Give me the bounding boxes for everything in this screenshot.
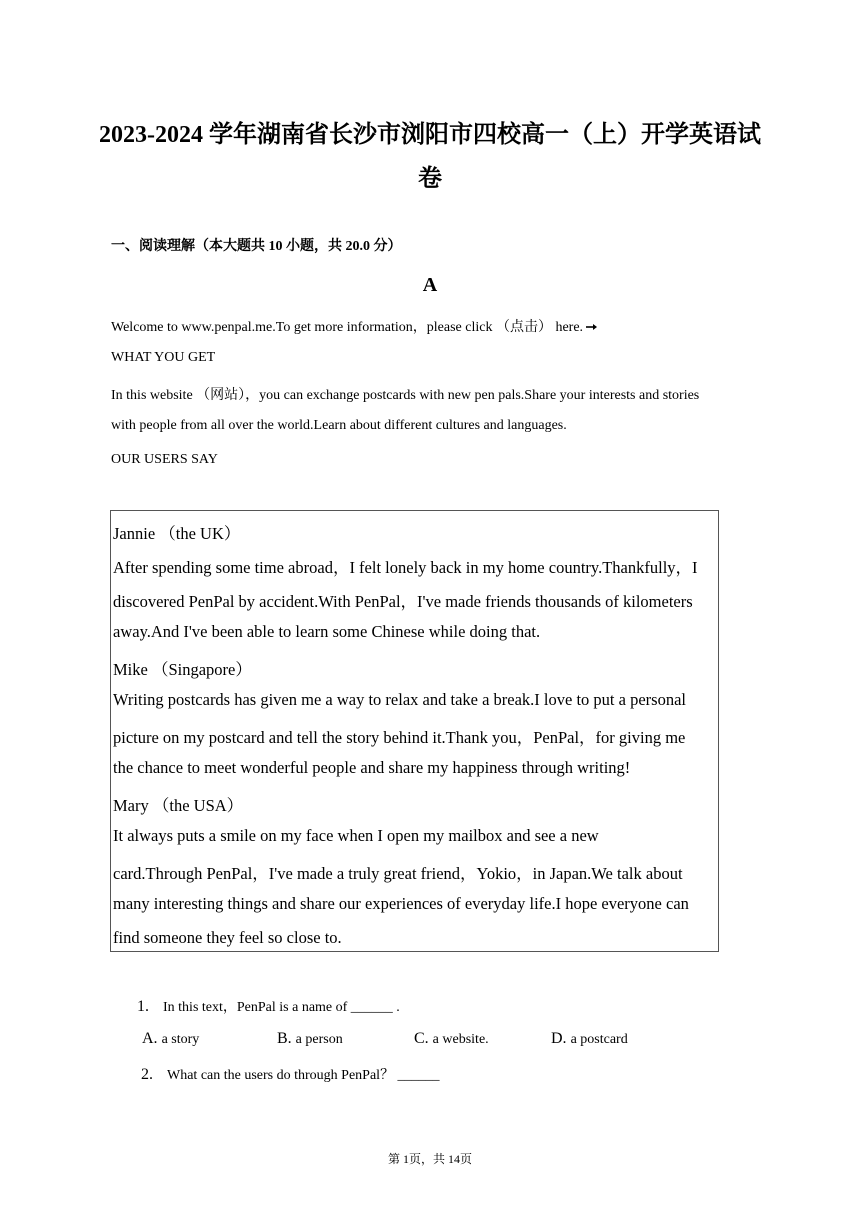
- intro-line-2: WHAT YOU GET: [111, 350, 216, 365]
- testimonial-line: card.Through PenPal，I've made a truly great friend，Yokio，in Japan.We talk about: [113, 864, 683, 883]
- question-1-option-c[interactable]: [414, 1030, 489, 1048]
- question-2-number: 2.: [141, 1066, 153, 1083]
- question-1-option-d[interactable]: [551, 1030, 628, 1048]
- intro-line-5: OUR USERS SAY: [111, 452, 218, 467]
- section-heading: 一、阅读理解（本大题共 10 小题，共 20.0 分）: [111, 239, 402, 254]
- testimonial-line: picture on my postcard and tell the story behind it.Thank you，PenPal，for giving me: [113, 728, 686, 747]
- option-text: a person: [295, 1032, 343, 1047]
- testimonial-line: away.And I've been able to learn some Chinese while doing that.: [113, 622, 541, 641]
- testimonial-line: Mary （the USA）: [113, 796, 244, 815]
- option-text: a postcard: [570, 1032, 628, 1047]
- question-1-option-a[interactable]: [142, 1030, 199, 1048]
- testimonial-line: find someone they feel so close to.: [113, 928, 342, 947]
- intro-line-3: In this website （网站），you can exchange postcards with new pen pals.Share your interests and stories: [111, 388, 700, 403]
- question-2: [141, 1064, 440, 1084]
- testimonial-line: It always puts a smile on my face when I open my mailbox and see a new: [113, 826, 599, 845]
- testimonial-line: Mike （Singapore）: [113, 660, 252, 679]
- document-title-line-1: 2023-2024 学年湖南省长沙市浏阳市四校高一（上）开学英语试: [99, 122, 761, 148]
- question-1-option-b[interactable]: [277, 1030, 343, 1048]
- page-footer: 第 1页，共 14页: [387, 1152, 472, 1166]
- option-letter: D.: [551, 1030, 567, 1047]
- option-letter: A.: [142, 1030, 158, 1047]
- intro-line-1-text: Welcome to www.penpal.me.To get more information，please click （点击） here.: [111, 320, 584, 335]
- option-text: a website.: [432, 1032, 489, 1047]
- testimonial-line: the chance to meet wonderful people and share my happiness through writing!: [113, 758, 631, 777]
- intro-line-1: [111, 316, 598, 336]
- passage-letter: A: [422, 274, 438, 296]
- option-letter: C.: [414, 1030, 429, 1047]
- question-1: [137, 996, 400, 1016]
- testimonials-box: [110, 510, 719, 952]
- testimonial-line: Jannie （the UK）: [113, 524, 241, 543]
- intro-line-4: with people from all over the world.Learn about different cultures and languages.: [111, 418, 567, 433]
- question-2-text: What can the users do through PenPal？ ______: [167, 1068, 440, 1083]
- document-title-line-2: 卷: [418, 166, 442, 192]
- testimonial-line: many interesting things and share our experiences of everyday life.I hope everyone can: [113, 894, 689, 913]
- testimonial-line: discovered PenPal by accident.With PenPal，I've made friends thousands of kilometers: [113, 592, 693, 611]
- right-arrow-icon: [586, 319, 598, 335]
- testimonial-line: After spending some time abroad，I felt lonely back in my home country.Thankfully，I: [113, 558, 698, 577]
- question-1-number: 1.: [137, 998, 149, 1015]
- testimonial-line: Writing postcards has given me a way to relax and take a break.I love to put a personal: [113, 690, 686, 709]
- question-1-text: In this text，PenPal is a name of ______ .: [163, 1000, 400, 1015]
- option-letter: B.: [277, 1030, 292, 1047]
- option-text: a story: [161, 1032, 200, 1047]
